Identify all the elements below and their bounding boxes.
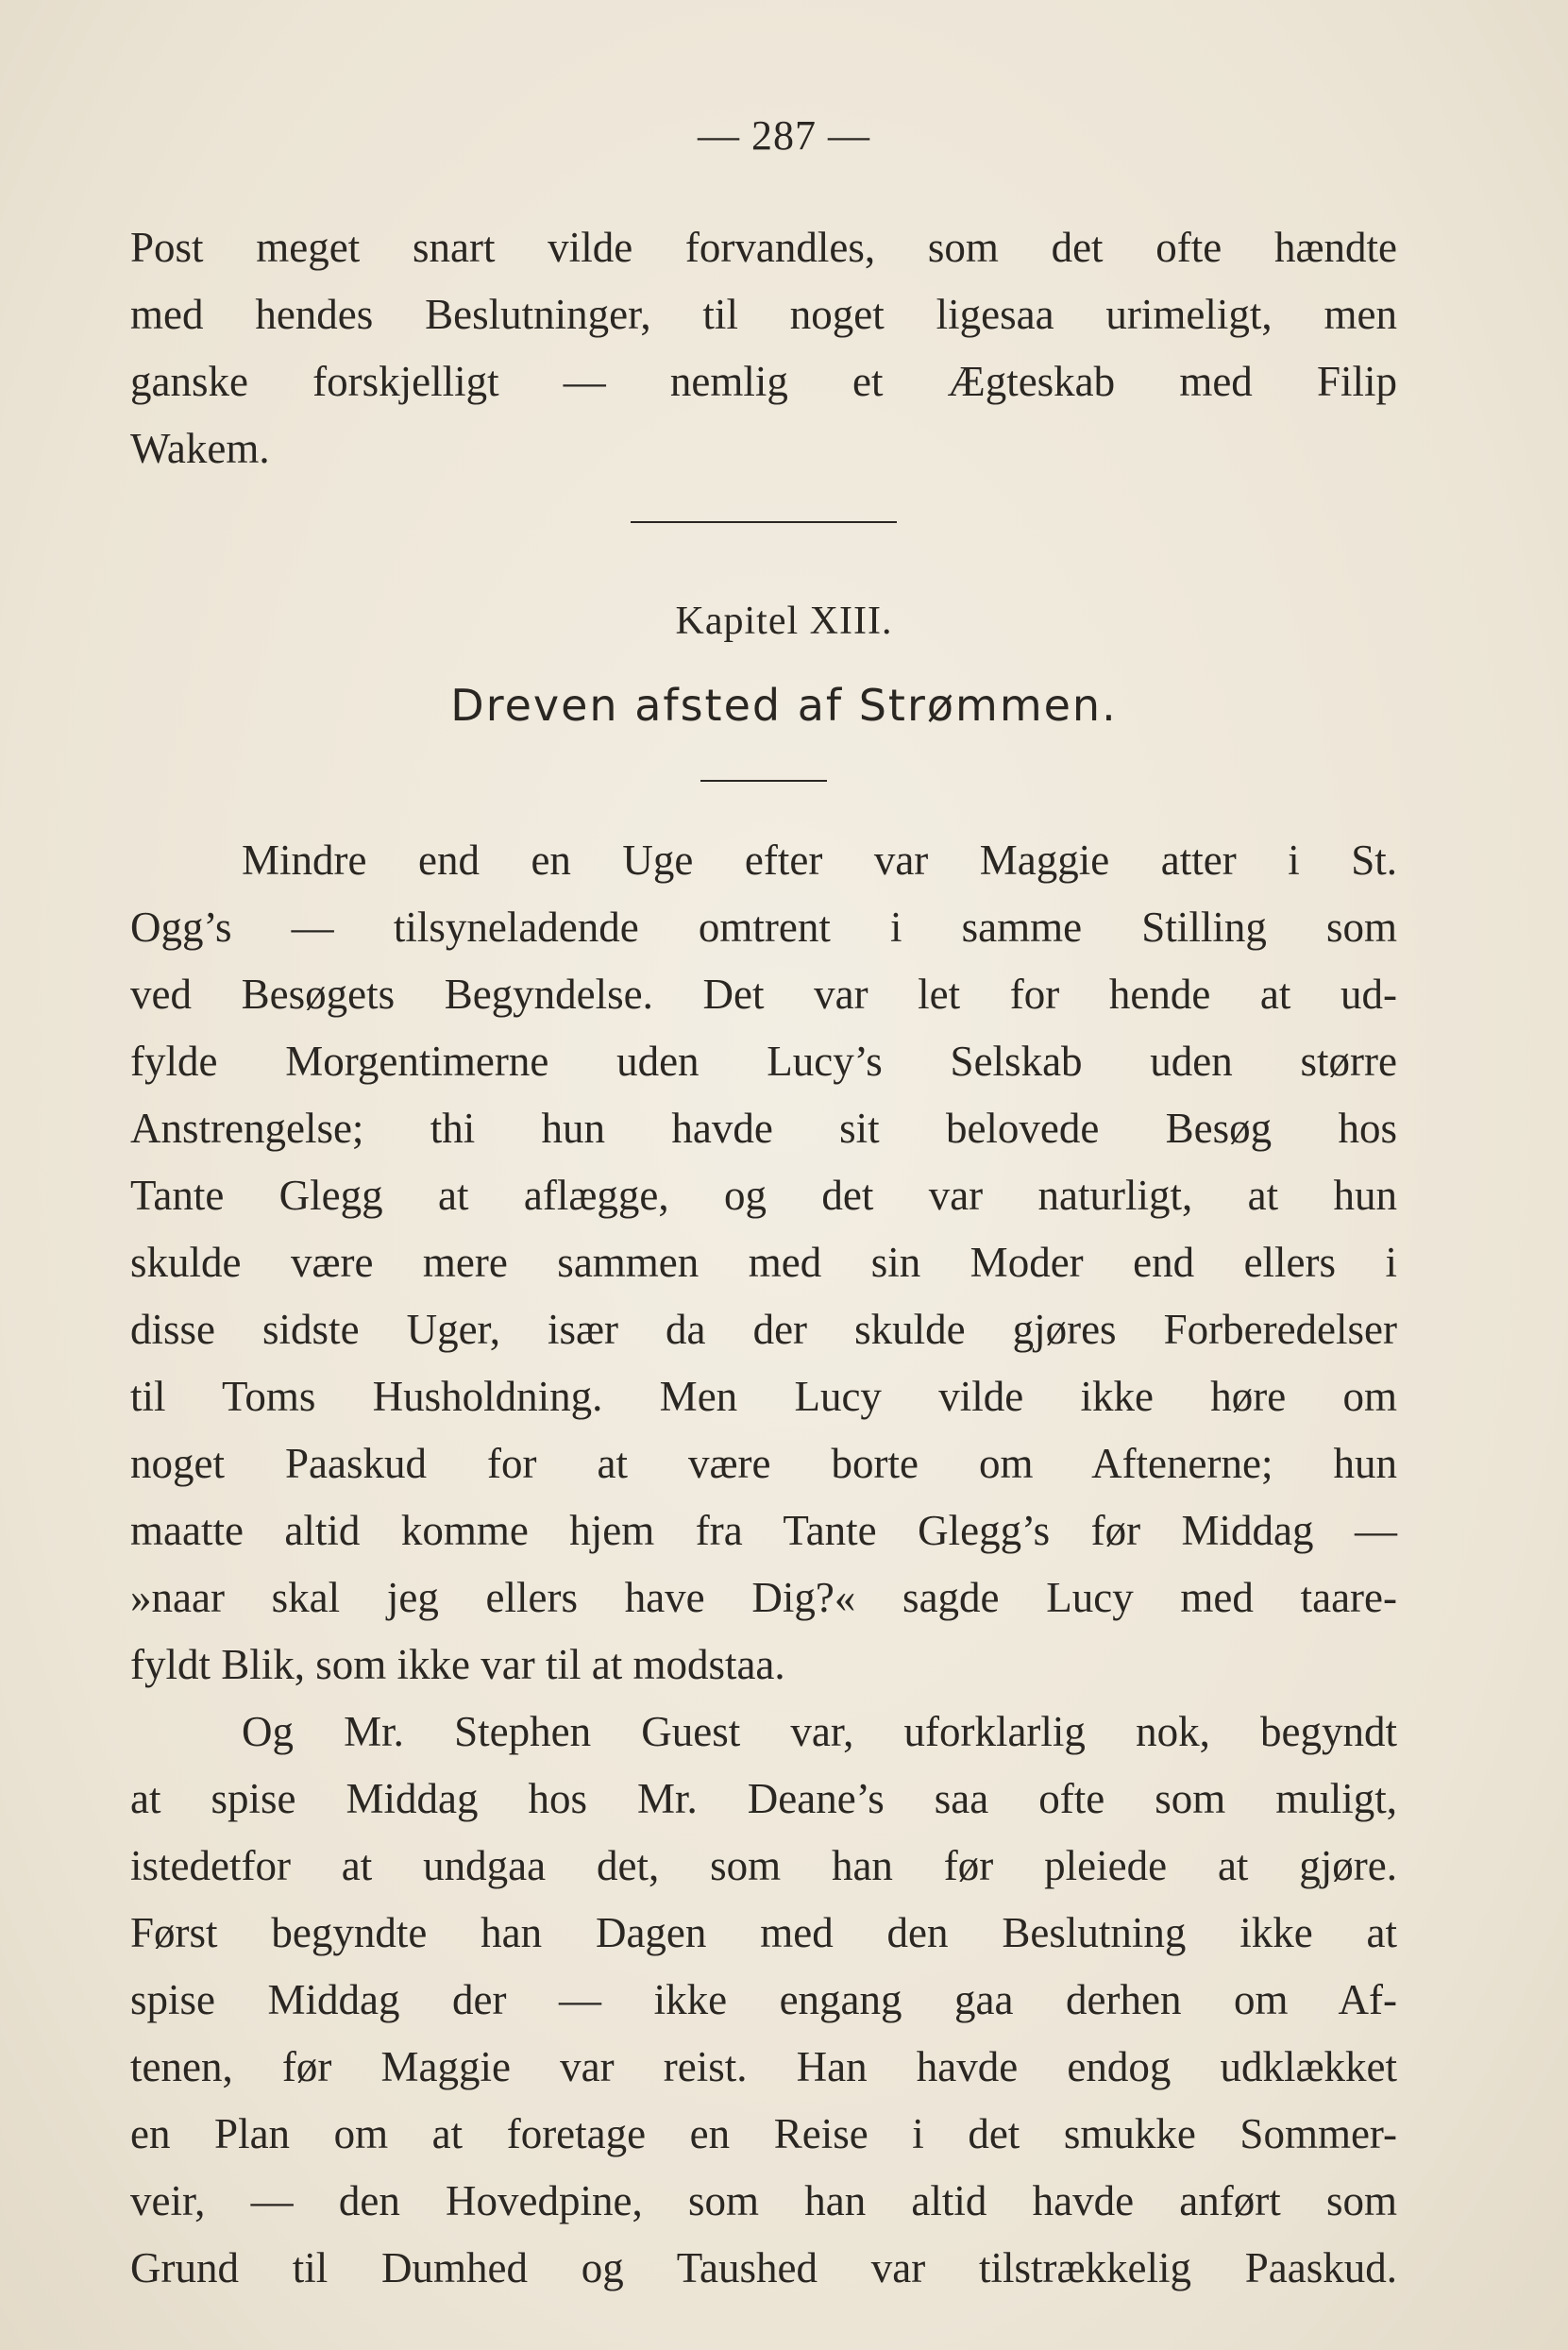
- text-line: maatte altid komme hjem fra Tante Glegg’s før Middag —: [130, 1507, 1397, 1554]
- chapter-label: Kapitel XIII.: [675, 600, 893, 643]
- text-line: at spise Middag hos Mr. Deane’s saa ofte som muligt,: [130, 1775, 1397, 1822]
- opening-paragraph: [130, 214, 1397, 482]
- text-line: Først begyndte han Dagen med den Beslutning ikke at: [130, 1909, 1397, 1956]
- text-line: Grund til Dumhed og Taushed var tilstrækkelig Paaskud.: [130, 2244, 1397, 2291]
- text-line: Ogg’s — tilsyneladende omtrent i samme Stilling som: [130, 904, 1397, 951]
- text-line: Tante Glegg at aflægge, og det var naturligt, at hun: [130, 1172, 1397, 1219]
- text-line: ved Besøgets Begyndelse. Det var let for hende at ud-: [130, 971, 1397, 1018]
- text-line: Wakem.: [130, 425, 270, 472]
- section-divider: [631, 521, 897, 523]
- text-line: med hendes Beslutninger, til noget ligesaa urimeligt, men: [130, 291, 1397, 338]
- text-line: Post meget snart vilde forvandles, som det ofte hændte: [130, 224, 1397, 271]
- text-line: spise Middag der — ikke engang gaa derhen om Af-: [130, 1976, 1397, 2023]
- text-line: ganske forskjelligt — nemlig et Ægteskab med Filip: [130, 358, 1397, 405]
- paragraph-2: [130, 1699, 1397, 2302]
- text-line: Anstrengelse; thi hun havde sit belovede Besøg hos: [130, 1105, 1397, 1152]
- text-line: disse sidste Uger, især da der skulde gjøres Forberedelser: [130, 1306, 1397, 1353]
- text-line: tenen, før Maggie var reist. Han havde endog udklækket: [130, 2043, 1397, 2090]
- paragraph-1: [130, 827, 1397, 1699]
- text-line: istedetfor at undgaa det, som han før pleiede at gjøre.: [130, 1842, 1397, 1889]
- chapter-divider: [700, 780, 827, 782]
- text-line: veir, — den Hovedpine, som han altid havde anført som: [130, 2177, 1397, 2224]
- text-line: skulde være mere sammen med sin Moder end ellers i: [130, 1239, 1397, 1286]
- text-line: en Plan om at foretage en Reise i det smukke Sommer-: [130, 2110, 1397, 2157]
- text-line: fyldt Blik, som ikke var til at modstaa.: [130, 1641, 785, 1688]
- text-line: til Toms Husholdning. Men Lucy vilde ikke høre om: [130, 1373, 1397, 1420]
- text-line: Og Mr. Stephen Guest var, uforklarlig nok, begyndt: [242, 1708, 1397, 1755]
- page-number: — 287 —: [698, 112, 870, 159]
- text-line: Mindre end en Uge efter var Maggie atter i St.: [242, 837, 1397, 884]
- text-line: fylde Morgentimerne uden Lucy’s Selskab uden større: [130, 1038, 1397, 1085]
- text-line: »naar skal jeg ellers have Dig?« sagde Lucy med taare-: [130, 1574, 1397, 1621]
- chapter-title: Dreven afsted af Strømmen.: [450, 680, 1118, 731]
- text-line: noget Paaskud for at være borte om Aftenerne; hun: [130, 1440, 1397, 1487]
